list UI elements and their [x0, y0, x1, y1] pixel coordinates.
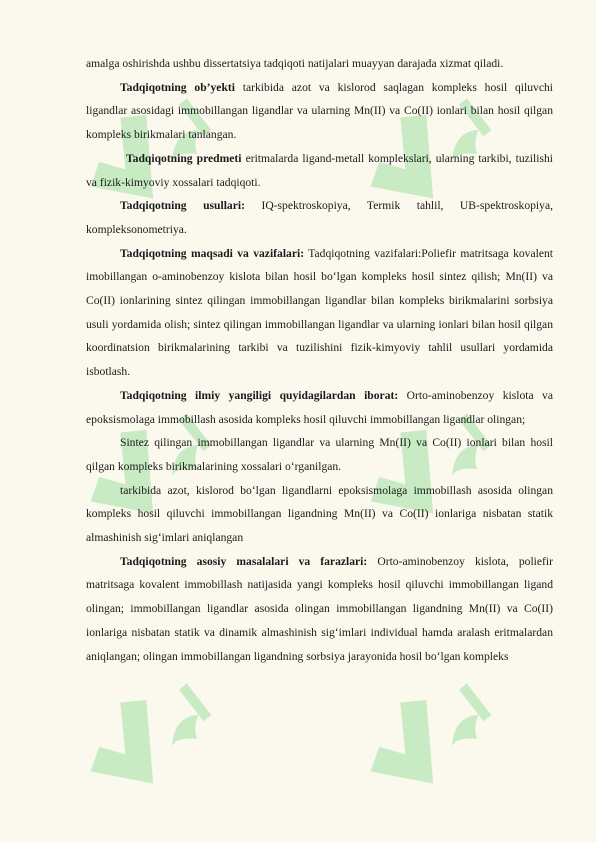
paragraph-methods [86, 194, 553, 241]
paragraph-text: eritmalarda ligand-metall komplekslari, ularning tarkibi, tuzilishi va fizik-kimyoviy xossalari tadqiqoti. [86, 151, 553, 189]
paragraph-heading: Tadqiqotning usullari: [120, 199, 245, 213]
paragraph-text: Orto-aminobenzoy kislota va epoksismolaga immobillash asosida kompleks hosil qiluvchi immobillangan ligandlar olingan; [86, 388, 554, 426]
paragraph-text: Tadqiqotning vazifalari:Poliefir matritsaga kovalent imobillangan o-aminobenzoy kislota bilan hosil bo‘lgan kompleks hosil sintez qilish; Mn(II) va Co(II) ionlarining sintez qilingan immobillangan ligandlar bilan kompleks birikmalarini sorbsiya usuli yordamida olish; sintez qilingan immobillangan ligandlar va ularning ionlari bilan hosil qilgan koordinatsion birikmalarining tarkibi va tuzilishini fizik-kimyoviy tahlil usullari yordamida isbotlash. [86, 246, 554, 379]
paragraph-text: IQ-spektroskopiya, Termik tahlil, UB-spektroskopiya, kompleksonometriya. [86, 199, 553, 236]
paragraph [86, 52, 553, 76]
logo-watermark-icon [80, 680, 250, 810]
paragraph-novelty [86, 384, 553, 431]
paragraph-object [86, 76, 553, 147]
paragraph-heading: Tadqiqotning maqsadi va vazifalari: [120, 246, 305, 260]
paragraph [86, 479, 553, 550]
paragraph [86, 431, 553, 478]
paragraph-text: Orto-aminobenzoy kislota, poliefir matritsaga kovalent immobillash natijasida yangi kompleks hosil qiluvchi immobillangan ligand olingan; immobillangan ligandlar asosida olingan immobillangan ligandning Mn(II) va Co(II) ionlariga nisbatan statik va dinamik almashinish sig‘imlari individual hamda aralash eritmalardan aniqlangan; olingan immobillangan ligandning sorbsiya jarayonida hosil bo‘lgan kompleks [86, 554, 553, 663]
paragraph-text: tarkibida azot va kislorod saqlagan kompleks hosil qiluvchi ligandlar asosidagi immobillangan ligandlar va ularning Mn(II) va Co(II) ionlari bilan hosil qilgan kompleks birikmalari tanlangan. [86, 80, 554, 142]
logo-watermark-icon [360, 680, 530, 810]
paragraph-goals [86, 242, 553, 384]
paragraph-tasks [86, 550, 553, 669]
paragraph-heading: Tadqiqotning predmeti [126, 151, 242, 165]
paragraph-text: Sintez qilingan immobillangan ligandlar va ularning Mn(II) va Co(II) ionlari bilan hosil qilgan kompleks birikmalarining xossalari o‘rganilgan. [86, 436, 553, 473]
paragraph-text: tarkibida azot, kislorod bo‘lgan ligandlarni epoksismolaga immobillash asosida olingan kompleks hosil qiluvchi immobillangan ligandning Mn(II) va Co(II) ionlariga nisbatan statik almashinish sig‘imlari aniqlangan [86, 483, 553, 545]
paragraph-heading: Tadqiqotning ob’yekti [120, 80, 235, 94]
document-body [86, 52, 553, 668]
paragraph-subject [86, 147, 553, 194]
paragraph-heading: Tadqiqotning ilmiy yangiligi quyidagilardan iborat: [120, 388, 399, 402]
paragraph-heading: Tadqiqotning asosiy masalalari va farazlari: [120, 554, 368, 568]
paragraph-text: amalga oshirishda ushbu dissertatsiya tadqiqoti natijalari muayyan darajada xizmat qiladi. [86, 57, 504, 70]
